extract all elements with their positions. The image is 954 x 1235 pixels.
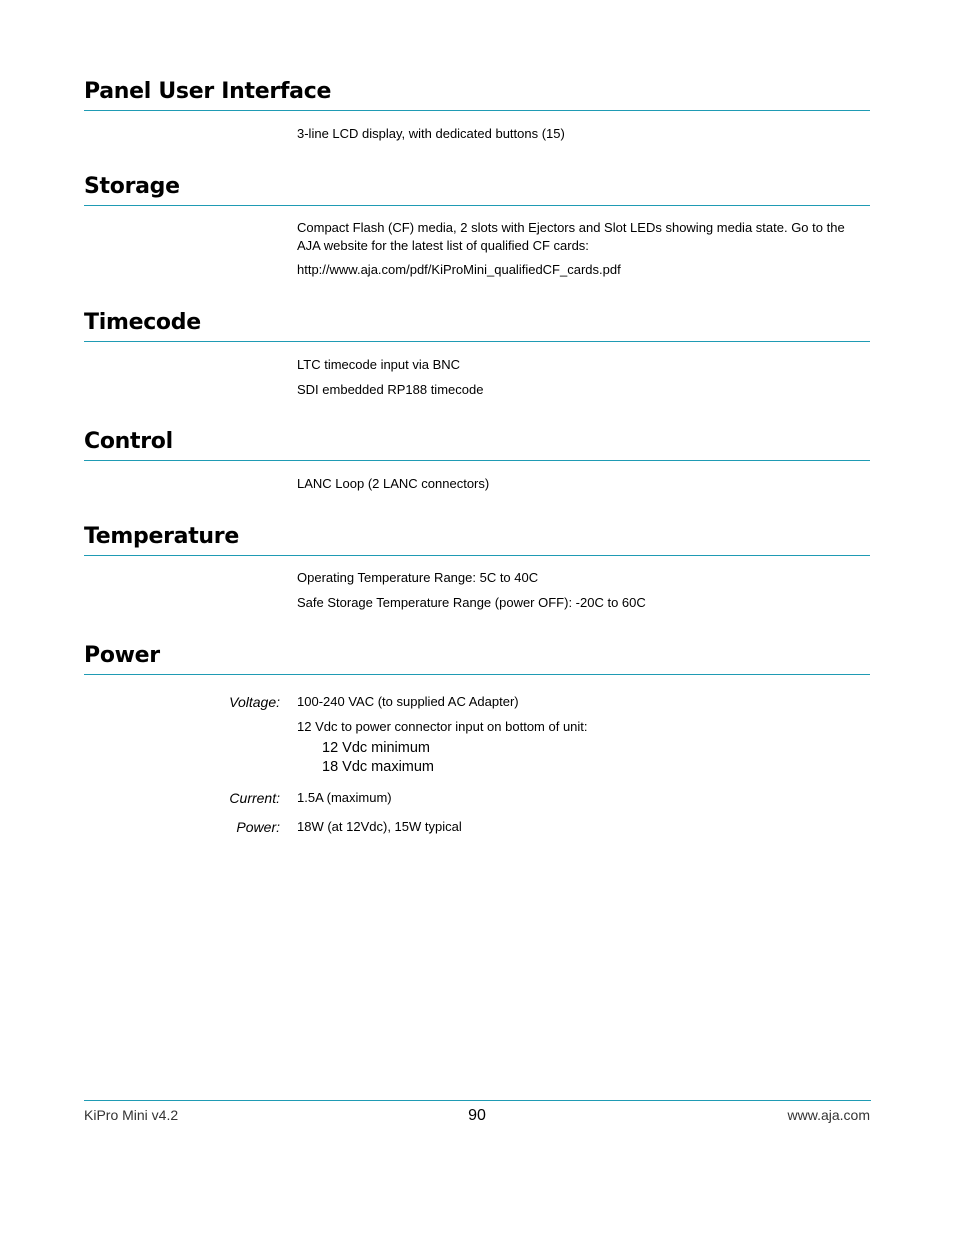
footer-divider	[84, 1100, 871, 1101]
power-label: Power:	[236, 819, 280, 835]
section-heading-timecode: Timecode	[84, 310, 201, 335]
storage-url-link[interactable]: http://www.aja.com/pdf/KiProMini_qualifiedCF_cards.pdf	[297, 262, 621, 277]
footer-product-version: KiPro Mini v4.2	[84, 1107, 179, 1123]
panel-spec-text: 3-line LCD display, with dedicated buttons (15)	[297, 126, 565, 141]
section-heading-control: Control	[84, 429, 173, 454]
timecode-spec-sdi: SDI embedded RP188 timecode	[297, 382, 484, 397]
section-heading-panel-user-interface: Panel User Interface	[84, 79, 332, 104]
power-value: 18W (at 12Vdc), 15W typical	[297, 819, 462, 834]
temperature-storage-text: Safe Storage Temperature Range (power OFF): -20C to 60C	[297, 595, 646, 610]
voltage-label: Voltage:	[229, 694, 280, 710]
section-heading-power: Power	[84, 643, 160, 668]
voltage-max-text: 18 Vdc maximum	[322, 759, 435, 775]
page-number: 90	[468, 1107, 486, 1124]
voltage-ac-text: 100-240 VAC (to supplied AC Adapter)	[297, 694, 519, 709]
section-divider	[84, 205, 870, 206]
voltage-dc-text: 12 Vdc to power connector input on bottom of unit:	[297, 719, 588, 734]
storage-spec-text: Compact Flash (CF) media, 2 slots with Ejectors and Slot LEDs showing media state. Go to the AJA website for the latest list of qualified CF cards:	[297, 220, 845, 253]
section-heading-temperature: Temperature	[84, 524, 239, 549]
section-divider	[84, 674, 870, 675]
temperature-operating-text: Operating Temperature Range: 5C to 40C	[297, 570, 539, 585]
timecode-spec-ltc: LTC timecode input via BNC	[297, 357, 461, 372]
section-divider	[84, 555, 870, 556]
section-heading-storage: Storage	[84, 174, 180, 199]
section-divider	[84, 460, 870, 461]
current-label: Current:	[229, 790, 280, 806]
footer-website-link[interactable]: www.aja.com	[787, 1107, 870, 1123]
current-value: 1.5A (maximum)	[297, 790, 392, 805]
voltage-min-text: 12 Vdc minimum	[322, 740, 430, 756]
control-spec-text: LANC Loop (2 LANC connectors)	[297, 476, 490, 491]
section-divider	[84, 110, 870, 111]
section-divider	[84, 341, 870, 342]
